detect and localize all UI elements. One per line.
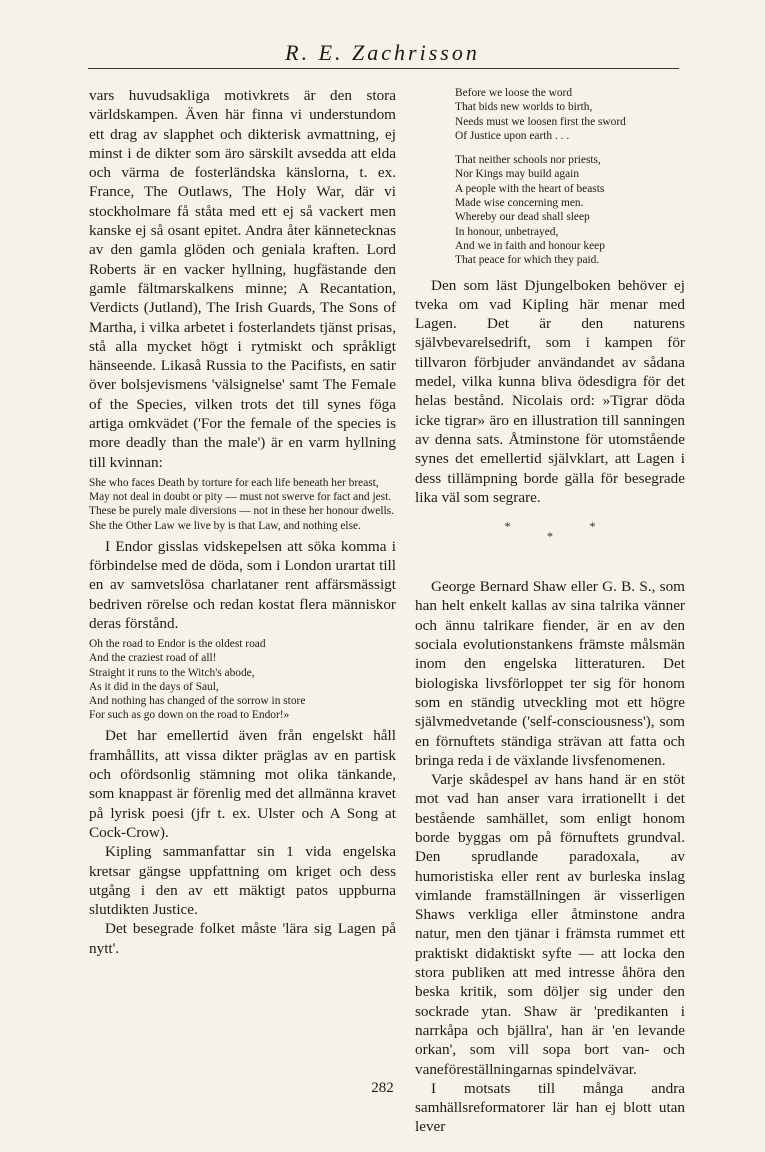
verse-line: In honour, unbetrayed, <box>455 225 559 238</box>
right-paragraph-4: I motsats till många andra samhällsreformatorer lär han ej blott utan lever <box>415 1079 685 1136</box>
verse-line: That neither schools nor priests, <box>455 154 601 167</box>
verse-line: A people with the heart of beasts <box>455 182 605 195</box>
left-paragraph-2: I Endor gisslas vidskepelsen att söka komma i förbindelse med de döda, som i London urartat till en av samvetslösa charlataner rent affärsmässigt bedriven rörelse och redan kostat flera människor deras förstånd. <box>89 537 396 632</box>
verse-line: She the Other Law we live by is that Law, and nothing else. <box>89 519 361 532</box>
page-number: 282 <box>371 1080 394 1096</box>
verse-line: And we in faith and honour keep <box>455 239 605 252</box>
asterisk: * <box>504 519 511 534</box>
verse-line: As it did in the days of Saul, <box>89 680 219 693</box>
verse-line: Before we loose the word <box>455 87 573 99</box>
verse-line: Straight it runs to the Witch's abode, <box>89 666 255 679</box>
verse-line: For such as go down on the road to Endor!» <box>89 709 290 722</box>
left-paragraph-3: Det har emellertid även från engelskt håll framhållits, att vissa dikter präglas av en partisk och ofördsonlig stämning mot olika tänkande, som knappast är förenlig med det allmänna kravet på lyrisk poesi (jfr t. ex. Ulster och A Song at Cock-Crow). <box>89 727 396 841</box>
verse-line: These be purely male diversions — not in these her honour dwells. <box>89 505 394 518</box>
left-paragraph-1: vars huvudsakliga motivkrets är den stora världskampen. Även här finna vi understundom ett drag av slapphet och dikterisk avmattning, ej minst i de dikter som äro särskilt avsedda att elda och värma de fosterländska känslorna, t. ex. France, The Outlaws, The Holy War, där vi stockholmare få ståta med ett ej så vackert men kanske ej så osant epitet. Andra åter kännetecknas av den gamla glöden och geniala kraften. Lord Roberts är en vacker hyllning, hugfästande den gamle fältmarskalkens minne; A Recantation, Verdicts (Jutland), The Irish Guards, The Sons of Martha, i vilka arbetet i fosterlandets tjänst prisas, stå alla mycket högt i rytmiskt och språkligt hänseende. Likaså Russia to the Pacifists, en satir över bolsjevismens 'välsignelse' samt The Female of the Species, vilken trots det till synes föga artiga omkvädet ('For the female of the species is more deadly than the male') är en varm hyllning till kvinnan: <box>89 87 396 471</box>
left-paragraph-4: Kipling sammanfattar sin 1 vida engelska kretsar gängse uppfattning om kriget och dess utgång i den av ett mäktigt patos uppburna slutdikten Justice. <box>89 843 396 919</box>
verse-line: Whereby our dead shall sleep <box>455 211 590 224</box>
verse-line: She who faces Death by torture for each life beneath her breast, <box>89 476 379 489</box>
running-header: R. E. Zachrisson <box>285 40 480 65</box>
section-break <box>415 519 685 544</box>
right-column <box>415 86 685 1137</box>
right-paragraph-3: Varje skådespel av hans hand är en stöt mot vad han anser vara irrationellt i det bestående samhället, som enligt honom borde byggas om på förnuftets grundval. Den sprudlande paradoxala, av humoristiska eller rent av burleska inslag vimlande framställningen är visserligen Shaws verkliga eller åtminstone andra natur, men den tjänar i främsta rummet ett praktiskt didaktiskt syfte — att locka den stora publiken att med intresse åhöra den beska kritik, som döljer sig under den sockrade ytan. Shaw är 'predikanten i narrkåpa och bjällra', han är 'en levande orkan', som vill sopa bort van- och vaneföreställningarnas spindelvävar. <box>415 771 685 1078</box>
verse-female-of-the-species <box>89 476 396 533</box>
stanza-gap <box>455 143 685 153</box>
right-paragraph-1: Den som läst Djungelboken behöver ej tveka om vad Kipling här menar med Lagen. Det är den naturens självbevarelsedrift, som i kampen för tillvaron förbjuder användandet av sådana medel, vilka kunna bliva ödesdigra för det helas bestånd. Nicolais ord: »Tigrar döda icke tigrar» äro en illustration till sanningen av denna sats. Åtminstone för utomstående synes det emellertid självklart, att Lagen i dess tillämpning borde gälla för besegrade lika väl som segrare. <box>415 276 685 506</box>
verse-line: May not deal in doubt or pity — must not swerve for fact and jest. <box>89 491 392 504</box>
asterisk: * <box>547 529 553 544</box>
verse-line: That peace for which they paid. <box>455 254 600 267</box>
verse-line: Oh the road to Endor is the oldest road <box>89 638 266 651</box>
verse-line: And nothing has changed of the sorrow in store <box>89 695 306 708</box>
header-rule <box>88 68 679 69</box>
verse-line: And the craziest road of all! <box>89 652 217 665</box>
asterisk: * <box>589 519 596 534</box>
verse-line: That bids new worlds to birth, <box>455 101 593 114</box>
right-paragraph-2: George Bernard Shaw eller G. B. S., som han helt enkelt kallas av sina talrika vänner och ännu talrikare fiender, är en av den sociala evolutionstankens främste målsmän inom den engelska litteraturen. Det biologiska livsförloppet ter sig för honom som en ständig utveckling mot ett högre självmedvetande ('self-consciousness'), som en förnuftets ständiga strävan att fatta och bringa reda i de växlande livsfenomenen. <box>415 578 685 769</box>
verse-line: Nor Kings may build again <box>455 168 580 181</box>
verse-line: Of Justice upon earth . . . <box>455 129 570 142</box>
verse-line: Needs must we loosen first the sword <box>455 115 626 128</box>
verse-endor <box>89 637 396 722</box>
left-paragraph-5: Det besegrade folket måste 'lära sig Lagen på nytt'. <box>89 920 396 957</box>
verse-line: Made wise concerning men. <box>455 197 584 210</box>
left-column <box>89 86 396 958</box>
verse-justice-1 <box>415 86 685 268</box>
